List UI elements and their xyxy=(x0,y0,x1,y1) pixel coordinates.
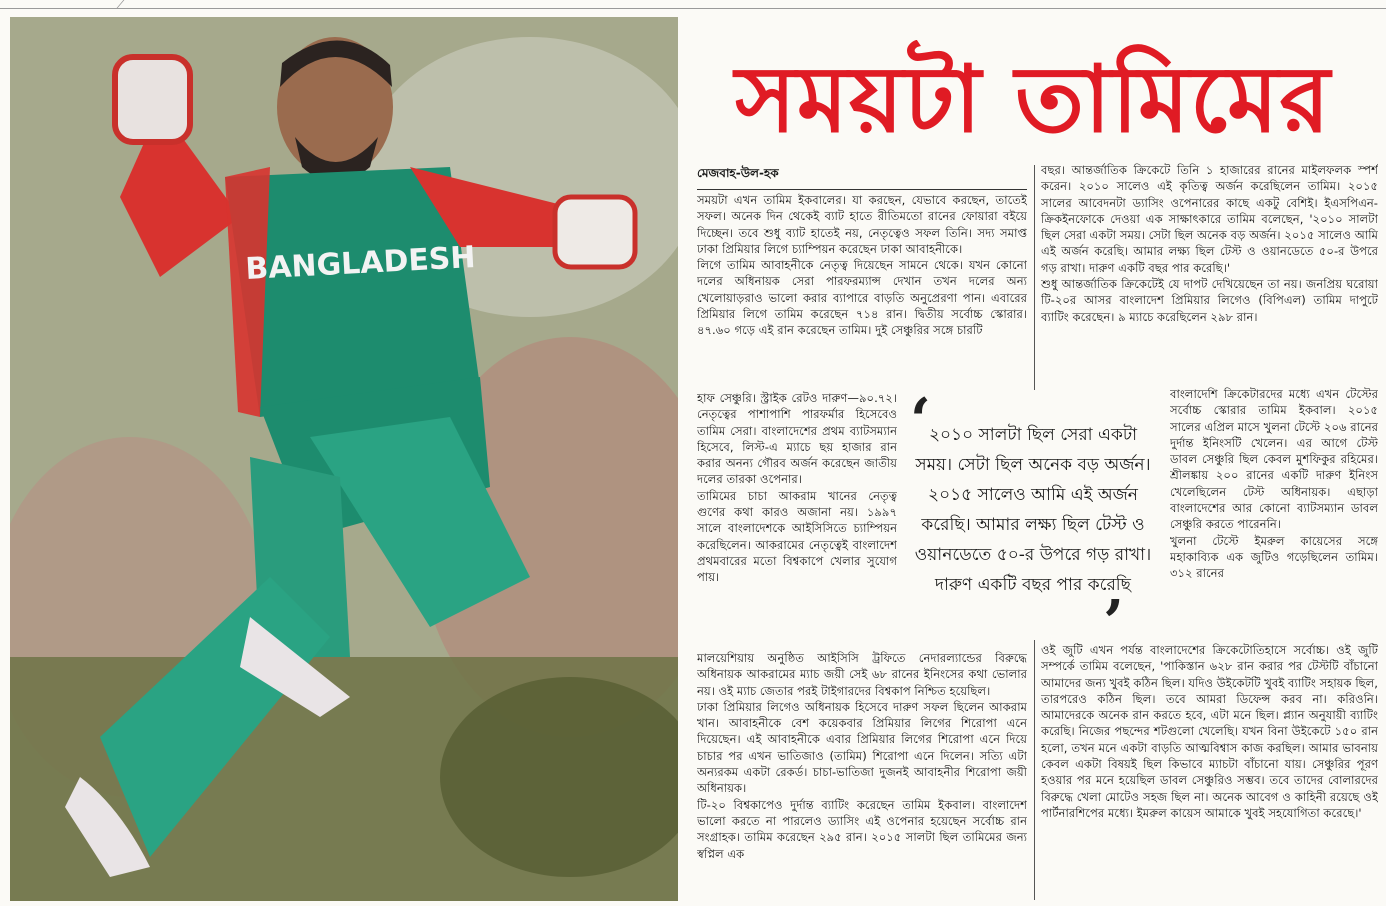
column-2-narrow xyxy=(1170,386,1378,642)
player-photo xyxy=(10,17,678,901)
paragraph: শুধু আন্তর্জাতিক ক্রিকেটেই যে দাপট দেখিয়েছেন তা নয়। জনপ্রিয় ঘরোয়া টি-২০র আসর বাংলাদেশ প্রিমিয়ার লিগেও (বিপিএল) তামিম দাপুটে ব্যাটিং করেছেন। ৯ ম্যাচে করেছিলেন ২৯৮ রান। xyxy=(1041,277,1378,324)
paragraph: লিগে তামিম আবাহনীকে নেতৃত্ব দিয়েছেন সামনে থেকে। যখন কোনো দলের অধিনায়ক সেরা পারফরম্যান্স দেখান তখন দলের অন্য খেলোয়াড়রাও ভালো করার ব্যাপারে বাড়তি অনুপ্রেরণা পান। এবারের প্রিমিয়ার লিগে তামিম করেছেন ৭১৪ রান। দ্বিতীয় সর্বোচ্চ স্কোরার। ৪৭.৬০ গড়ে এই রান করেছেন তামিম। দুই সেঞ্চুরির সঙ্গে চারটি xyxy=(697,258,1027,338)
paragraph: সময়টা এখন তামিম ইকবালের। যা করছেন, যেভাবে করছেন, তাতেই সফল। অনেক দিন থেকেই ব্যাট হাতে রীতিমতো রানের ফোয়ারা বইয়ে দিচ্ছেন। তবে শুধু ব্যাট হাতেই নয়, নেতৃত্বেও সফল তিনি। সদ্য সমাপ্ত ঢাকা প্রিমিয়ার লিগে চ্যাম্পিয়ন করেছেন ঢাকা আবাহনীকে। xyxy=(697,193,1027,256)
column-1-bottom xyxy=(697,650,1027,900)
paragraph: ওই জুটি এখন পর্যন্ত বাংলাদেশের ক্রিকেটোতিহাসে সর্বোচ্চ। ওই জুটি সম্পর্কে তামিম বলেছেন, 'পাকিস্তান ৬২৮ রান করার পর টেস্টটি বাঁচানো আমাদের জন্য খুবই কঠিন ছিল। যদিও উইকেটটি খুবই ব্যাটিং সহায়ক ছিল, তারপরেও কঠিন ছিল। তবে আমরা ডিফেন্স করব না। করিওনি। আমাদেরকে অনেক রান করতে হবে, এটা মনে ছিল। প্ল্যান অনুযায়ী ব্যাটিং করেছি। নিজের পছন্দের শটগুলো খেলেছি। যখন বিনা উইকেটে ১৫০ রান হলো, তখন মনে একটা বাড়তি আত্মবিশ্বাস কাজ করছিল। আমার ভাবনায় কেবল একটা বিষয়ই ছিল কিভাবে ম্যাচটা বাঁচানো যায়। সেঞ্চুরির পূরণ হওয়ার পর মনে হয়েছিল ডাবল সেঞ্চুরিও সম্ভব। তবে তাদের বোলারদের বিরুদ্ধে খেলা মোটেও সহজ ছিল না। অনেক আবেগ ও কাহিনী রয়েছে ওই পার্টনারশিপের মধ্যে। ইমরুল কায়েস আমাকে খুবই সহযোগিতা করেছে।' xyxy=(1041,643,1378,820)
paragraph: বছর। আন্তর্জাতিক ক্রিকেটে তিনি ১ হাজারের রানের মাইলফলক স্পর্শ করেন। ২০১০ সালেও এই কৃতিত্ব অর্জন করেছিলেন তামিম। ২০১৫ সালের আবেদনটা ড্যাসিং ওপেনারের কাছে একটু বেশিই। ইএসপিএন-ক্রিকইনফোকে দেওয়া এক সাক্ষাৎকারে তামিম বলেছেন, '২০১০ সালটা ছিল সেরা একটা সময়। সেটা ছিল অনেক বড় অর্জন। ২০১৫ সালেও আমি এই অর্জন করেছি। আমার লক্ষ্য ছিল টেস্ট ও ওয়ানডেতে ৫০-র উপরে গড় রাখা। দারুণ একটি বছর পার করেছি।' xyxy=(1041,163,1378,275)
column-1-narrow xyxy=(697,390,897,648)
paragraph: মালয়েশিয়ায় অনুষ্ঠিত আইসিসি ট্রফিতে নেদারল্যান্ডের বিরুদ্ধে অধিনায়ক আকরামের ম্যাচ জয়ী সেই ৬৮ রানের ইনিংসের কথা ভোলার নয়। ওই ম্যাচ জেতার পরই টাইগারদের বিশ্বকাপ নিশ্চিত হয়েছিল। xyxy=(697,651,1027,698)
column-divider xyxy=(1034,640,1035,900)
open-quote-mark: ‘ xyxy=(910,386,931,456)
column-2-bottom xyxy=(1041,642,1378,902)
paragraph: ঢাকা প্রিমিয়ার লিগেও অধিনায়ক হিসেবে দারুণ সফল ছিলেন আকরাম খান। আবাহনীকে বেশ কয়েকবার প্রিমিয়ার লিগের শিরোপা এনে দিয়েছেন। এই আবাহনীকে এবার প্রিমিয়ার লিগের শিরোপা এনে দিয়ে চাচার পর এখন ভাতিজাও (তামিম) শিরোপা এনে দিলেন। সত্যি এটা অন্যরকম একটা রেকর্ড। চাচা-ভাতিজা দুজনই আবাহনীর শিরোপা জয়ী অধিনায়ক। xyxy=(697,699,1027,796)
column-divider xyxy=(1034,165,1035,390)
paragraph: খুলনা টেস্টে ইমরুল কায়েসের সঙ্গে মহাকাব্যিক এক জুটিও গড়েছিলেন তামিম। ৩১২ রানের xyxy=(1170,533,1378,581)
top-border xyxy=(0,0,1386,9)
batting-glove-right xyxy=(555,197,635,267)
pull-quote-text: ২০১০ সালটা ছিল সেরা একটা সময়। সেটা ছিল অনেক বড় অর্জন। ২০১৫ সালেও আমি এই অর্জন করেছি। আমার লক্ষ্য ছিল টেস্ট ও ওয়ানডেতে ৫০-র উপরে গড় রাখা। দারুণ একটি বছর পার করেছি xyxy=(914,425,1152,595)
paragraph: বাংলাদেশি ক্রিকেটারদের মধ্যে এখন টেস্টের সর্বোচ্চ স্কোরার তামিম ইকবাল। ২০১৫ সালের এপ্রিল মাসে খুলনা টেস্টে ২০৬ রানের দুর্দান্ত ইনিংসটি খেলেন। এর আগে টেস্ট ডাবল সেঞ্চুরি ছিল কেবল মুশফিকুর রহিমের। শ্রীলঙ্কায় ২০০ রানের একটি দারুণ ইনিংস খেলেছিলেন টেস্ট অধিনায়ক। এছাড়া বাংলাদেশের আর কোনো ব্যাটসম্যান ডাবল সেঞ্চুরি করতে পারেননি। xyxy=(1170,387,1378,532)
pull-quote xyxy=(904,386,1166,658)
close-quote-mark: ’ xyxy=(1103,588,1124,658)
paragraph: টি-২০ বিশ্বকাপেও দুর্দান্ত ব্যাটিং করেছেন তামিম ইকবাল। বাংলাদেশ ভালো করতে না পারলেও ড্যাসিং এই ওপেনার হয়েছেন সর্বোচ্চ রান সংগ্রাহক। তামিম করেছেন ২৯৫ রান। ২০১৫ সালটা ছিল তামিমের জন্য স্বপ্নিল এক xyxy=(697,797,1027,861)
player-illustration xyxy=(10,17,678,901)
byline: মেজবাহ-উল-হক xyxy=(697,165,1027,190)
jersey-text: BANGLADESH xyxy=(244,239,477,287)
top-notch xyxy=(117,0,147,8)
column-2-top xyxy=(1041,162,1378,384)
batting-glove-left xyxy=(115,57,190,142)
headline: সময়টা তামিমের xyxy=(735,45,1331,153)
column-1-top xyxy=(697,192,1027,388)
paragraph: হাফ সেঞ্চুরি। স্ট্রাইক রেটও দারুণ—৯০.৭২। নেতৃত্বের পাশাপাশি পারফর্মার হিসেবেও তামিম সেরা। বাংলাদেশের প্রথম ব্যাটসম্যান হিসেবে, লিস্ট-এ ম্যাচে ছয় হাজার রান করার অনন্য গৌরব অর্জন করেছেন জাতীয় দলের তারকা ওপেনার। xyxy=(697,391,897,487)
paragraph: তামিমের চাচা আকরাম খানের নেতৃত্ব গুণের কথা কারও অজানা নয়। ১৯৯৭ সালে বাংলাদেশকে আইসিসিতে চ্যাম্পিয়ন করেছিলেন। আকরামের নেতৃত্বেই বাংলাদেশ প্রথমবারের মতো বিশ্বকাপে খেলার সুযোগ পায়। xyxy=(697,488,897,585)
